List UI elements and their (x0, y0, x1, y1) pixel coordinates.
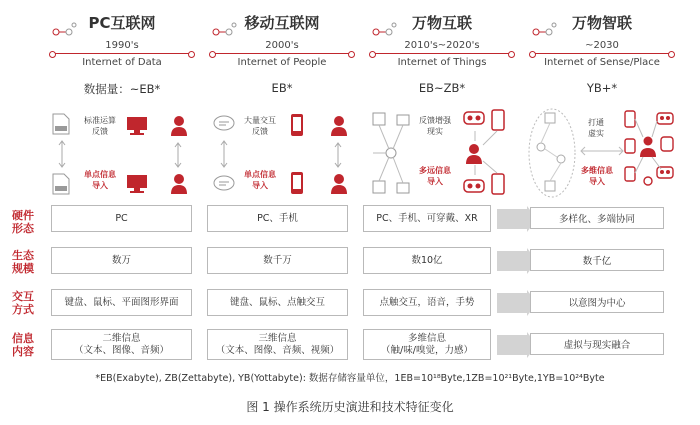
connector-dots-icon (52, 20, 78, 38)
row-label-information (8, 332, 38, 358)
row-label-interaction (8, 290, 38, 316)
era-pc (47, 0, 197, 97)
smart-devices-icon (621, 109, 677, 197)
era-subtitle: Internet of Things (397, 57, 487, 68)
era-intelligent (527, 0, 677, 97)
label-text: 大量交互 反馈 (244, 116, 276, 136)
cell-ecosystem-pc: 数万 (51, 247, 192, 274)
connector-dots-icon (532, 20, 558, 38)
era-divider (373, 53, 511, 54)
panel-top-label (77, 115, 123, 137)
connector-dots-icon (372, 20, 398, 38)
row-label-text: 交互 方式 (12, 290, 34, 316)
label-text: 多远信息 导入 (419, 166, 451, 186)
era-title: 移动互联网 (244, 14, 320, 32)
era-data-volume: EB* (271, 81, 293, 95)
era-title: 万物互联 (411, 14, 472, 32)
person-icon (169, 173, 189, 195)
era-data-volume: EB~ZB* (418, 81, 466, 95)
phone-icon (289, 113, 305, 137)
chat-bubble-icon (213, 115, 235, 133)
phone-icon (289, 171, 305, 195)
document-icon (52, 173, 70, 195)
cell-information-pc: 二维信息 （文本、图像、音频） (51, 329, 192, 360)
person-icon (329, 115, 349, 137)
document-icon (52, 113, 70, 135)
era-title: PC互联网 (88, 14, 156, 32)
figure-caption: 图 1 操作系统历史演进和技术特征变化 (246, 400, 454, 414)
footnote: *EB(Exabyte), ZB(Zettabyte), YB(Yottabyte): 数据存储容量单位，1EB=10¹⁸Byte,1ZB=10²¹Byte,1YB=10²⁴Byte (95, 373, 605, 384)
era-period: 1990's (105, 40, 139, 51)
era-divider (53, 53, 191, 54)
arrow-gray-icon (497, 293, 527, 313)
vr-headset-icon (463, 109, 485, 127)
panel-bottom-label (577, 165, 617, 187)
arrow-updown-icon (173, 141, 183, 169)
panel-bottom-label (239, 169, 281, 191)
cell-information-mobile: 三维信息 （文本、图像、音频、视频） (207, 329, 348, 360)
era-period: ~2030 (585, 40, 619, 51)
label-text: 标准运算 反馈 (84, 116, 116, 136)
era-divider (533, 53, 671, 54)
era-mobile (207, 0, 357, 97)
panel-bottom-label (77, 169, 123, 191)
arrow-updown-icon (333, 141, 343, 169)
computer-icon (125, 115, 151, 137)
network-icon (371, 111, 411, 197)
row-label-text: 生态 规模 (12, 249, 34, 275)
panel-mobile (207, 107, 357, 199)
era-subtitle: Internet of Data (82, 57, 162, 68)
chat-bubble-icon (213, 175, 235, 193)
cell-interaction-pc: 键盘、鼠标、平面图形界面 (51, 289, 192, 316)
connector-dots-icon (212, 20, 238, 38)
era-period: 2010's~2020's (404, 40, 480, 51)
era-iot (367, 0, 517, 97)
connection-lines-icon (467, 127, 507, 177)
era-subtitle: Internet of Sense/Place (544, 57, 660, 68)
row-label-text: 信息 内容 (12, 332, 34, 358)
era-divider (213, 53, 351, 54)
panel-top-label (413, 115, 457, 137)
arrow-bidirectional-icon (579, 143, 625, 159)
arrow-gray-icon (497, 335, 527, 355)
cell-interaction-mobile: 键盘、鼠标、点触交互 (207, 289, 348, 316)
cell-ecosystem-mobile: 数千万 (207, 247, 348, 274)
panel-iot (367, 107, 517, 199)
cell-hardware-future: 多样化、多端协同 (530, 207, 664, 229)
cell-interaction-iot: 点触交互，语音，手势 (363, 289, 491, 316)
vr-headset-icon (463, 177, 485, 195)
panel-pc (47, 107, 197, 199)
label-text: 单点信息 导入 (244, 170, 276, 190)
cell-ecosystem-future: 数千亿 (530, 249, 664, 271)
era-data-volume: 数据量：~EB* (83, 82, 161, 96)
cell-information-iot: 多维信息 （触/味/嗅觉，力感） (363, 329, 491, 360)
row-label-hardware (8, 209, 38, 235)
cell-hardware-pc: PC (51, 205, 192, 232)
panel-bottom-label (413, 165, 457, 187)
person-icon (329, 173, 349, 195)
arrow-updown-icon (57, 139, 67, 169)
computer-icon (125, 173, 151, 195)
row-label-text: 硬件 形态 (12, 209, 34, 235)
label-text: 打通 虚实 (588, 118, 604, 138)
era-subtitle: Internet of People (237, 57, 327, 68)
cell-interaction-future: 以意图为中心 (530, 291, 664, 313)
label-text: 多维信息 导入 (581, 166, 613, 186)
person-icon (169, 115, 189, 137)
era-title: 万物智联 (571, 14, 632, 32)
cell-information-future: 虚拟与现实融合 (530, 333, 664, 355)
arrow-gray-icon (497, 251, 527, 271)
panel-top-label (579, 117, 613, 139)
arrow-updown-icon (219, 139, 229, 169)
cell-ecosystem-iot: 数10亿 (363, 247, 491, 274)
network-cloud-icon (527, 107, 577, 199)
arrow-gray-icon (497, 209, 527, 229)
era-period: 2000's (265, 40, 299, 51)
row-label-ecosystem (8, 249, 38, 275)
era-data-volume: YB+* (586, 81, 618, 95)
label-text: 单点信息 导入 (84, 170, 116, 190)
label-text: 反馈增强 现实 (419, 116, 451, 136)
panel-top-label (239, 115, 281, 137)
cell-hardware-iot: PC、手机、可穿戴、XR (363, 205, 491, 232)
panel-intelligent (527, 107, 677, 199)
cell-hardware-mobile: PC、手机 (207, 205, 348, 232)
